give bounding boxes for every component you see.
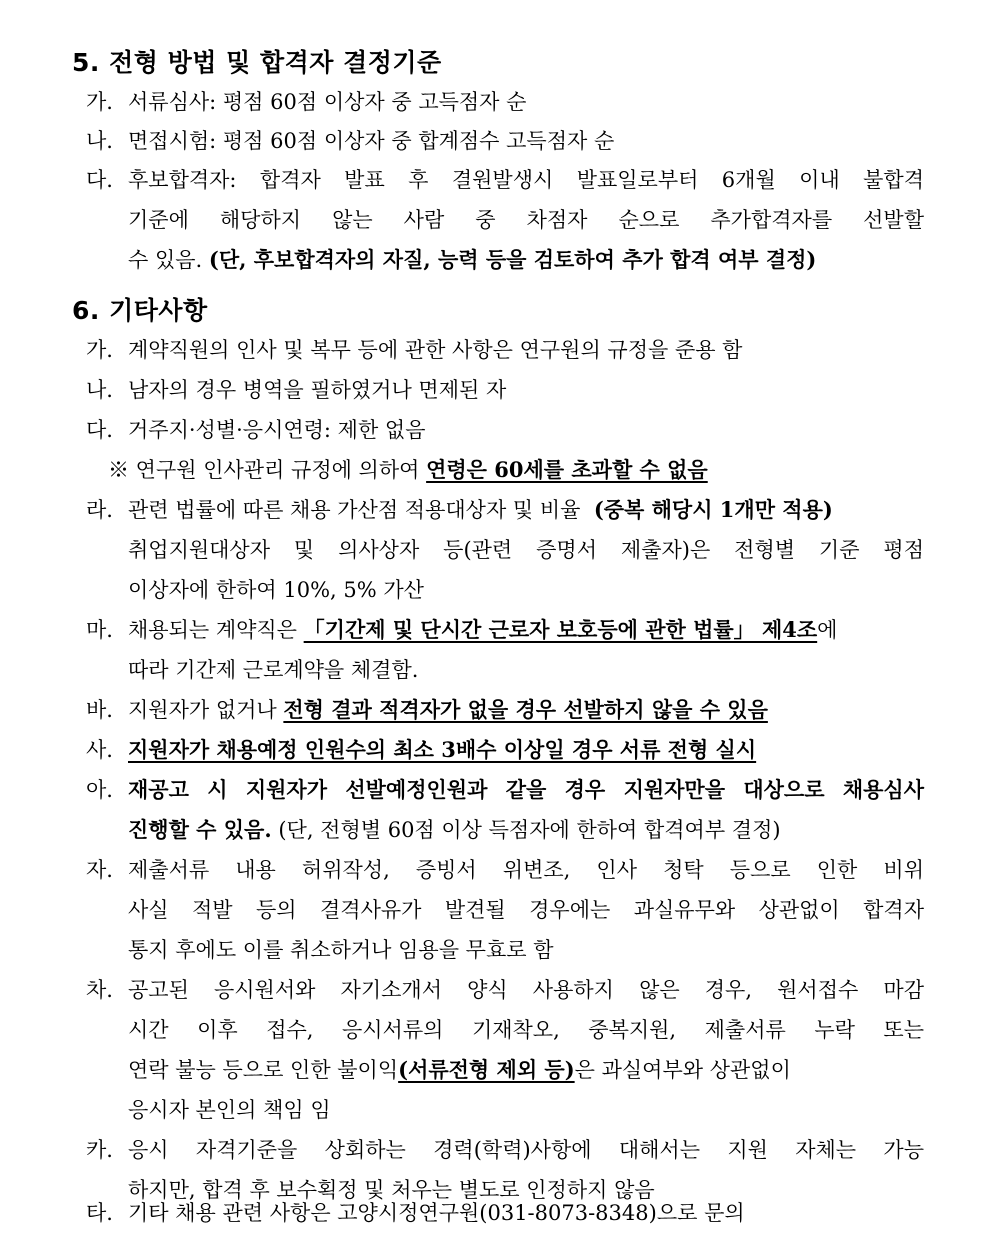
item-text-cont: 이상자에 한하여 10%, 5% 가산 (128, 578, 424, 602)
item-text-cont: 사실 적발 등의 결격사유가 발견될 경우에는 과실유무와 상관없이 합격자 (128, 898, 924, 922)
item-emph: (단, 후보합격자의 자질, 능력 등을 검토하여 추가 합격 여부 결정) (208, 247, 817, 272)
note-emph: 연령은 60세를 초과할 수 없음 (426, 457, 708, 482)
item-text-cont (86, 1050, 924, 1090)
s6-item-na (86, 370, 924, 410)
item-text: 후보합격자: 합격자 발표 후 결원발생시 발표일로부터 6개월 이내 불합격 (128, 168, 924, 192)
s6-item-ma (86, 610, 924, 690)
item-text-cont (86, 810, 924, 850)
s6-item-sa (86, 730, 924, 770)
item-label: 나. (86, 129, 113, 153)
item-text: 채용되는 계약직은 (128, 618, 297, 642)
section5-heading: 5. 전형 방법 및 합격자 결정기준 (72, 48, 442, 77)
item-emph: (중복 해당시 1개만 적용) (593, 497, 833, 522)
item-text: 공고된 응시원서와 자기소개서 양식 사용하지 않은 경우, 원서접수 마감 (128, 978, 924, 1002)
item-label: 아. (86, 778, 113, 802)
item-text-cont (86, 240, 924, 280)
item-label: 바. (86, 698, 113, 722)
item-emph: 「기간제 및 단시간 근로자 보호등에 관한 법률」 제4조 (303, 617, 818, 642)
s5-item-na (86, 121, 924, 161)
item-text: 은 과실여부와 상관없이 (574, 1058, 791, 1082)
section6-heading: 6. 기타사항 (72, 296, 208, 325)
item-emph: 전형 결과 적격자가 없을 경우 선발하지 않을 수 있음 (283, 697, 768, 722)
item-emph: 지원자가 채용예정 인원수의 최소 3배수 이상일 경우 서류 전형 실시 (128, 737, 757, 762)
item-label: 타. (86, 1201, 113, 1225)
item-text: 제출서류 내용 허위작성, 증빙서 위변조, 인사 청탁 등으로 인한 비위 (128, 858, 924, 882)
item-text: 수 있음. (128, 248, 203, 272)
s5-item-da (86, 160, 924, 280)
item-text: 기타 채용 관련 사항은 고양시정연구원(031-8073-8348)으로 문의 (128, 1201, 745, 1225)
item-text-cont: 통지 후에도 이를 취소하거나 임용을 무효로 함 (128, 938, 554, 962)
item-label: 카. (86, 1138, 113, 1162)
item-label: 다. (86, 418, 113, 442)
item-emph: (서류전형 제외 등) (398, 1057, 575, 1082)
item-label: 마. (86, 618, 113, 642)
item-label: 가. (86, 90, 113, 114)
item-label: 가. (86, 338, 113, 362)
item-text: 면접시험: 평점 60점 이상자 중 합계점수 고득점자 순 (128, 129, 615, 153)
item-text-cont: 취업지원대상자 및 의사상자 등(관련 증명서 제출자)은 전형별 기준 평점 (128, 538, 924, 562)
item-text: 응시 자격기준을 상회하는 경력(학력)사항에 대해서는 지원 자체는 가능 (128, 1138, 924, 1162)
item-text: 연락 불능 등으로 인한 불이익 (128, 1058, 399, 1082)
item-text-cont: 시간 이후 접수, 응시서류의 기재착오, 중복지원, 제출서류 누락 또는 (128, 1018, 924, 1042)
item-text-cont: 하지만, 합격 후 보수획정 및 처우는 별도로 인정하지 않음 (128, 1178, 655, 1202)
item-text: (단, 전형별 60점 이상 득점자에 한하여 합격여부 결정) (278, 818, 781, 842)
item-text: 지원자가 없거나 (128, 698, 277, 722)
item-label: 자. (86, 858, 113, 882)
note-text: ※ 연구원 인사관리 규정에 의하여 (108, 458, 420, 482)
item-text: 계약직원의 인사 및 복무 등에 관한 사항은 연구원의 규정을 준용 함 (128, 338, 743, 362)
item-text: 에 (817, 618, 838, 642)
s6-item-ta (86, 1193, 924, 1233)
item-label: 라. (86, 498, 113, 522)
s6-item-ba (86, 690, 924, 730)
item-label: 다. (86, 168, 113, 192)
item-text: 서류심사: 평점 60점 이상자 중 고득점자 순 (128, 90, 527, 114)
item-text: 거주지·성별·응시연령: 제한 없음 (128, 418, 426, 442)
item-emph: 진행할 수 있음. (128, 817, 272, 842)
item-label: 나. (86, 378, 113, 402)
s6-item-da (86, 410, 924, 450)
item-text: 관련 법률에 따른 채용 가산점 적용대상자 및 비율 (128, 498, 581, 522)
s5-item-ga (86, 82, 924, 122)
item-label: 차. (86, 978, 113, 1002)
item-text-cont: 따라 기간제 근로계약을 체결함. (128, 658, 419, 682)
s6-item-aa (86, 770, 924, 850)
item-label: 사. (86, 738, 113, 762)
item-text-cont: 응시자 본인의 책임 임 (128, 1098, 331, 1122)
s6-item-cha (86, 970, 924, 1130)
item-emph: 재공고 시 지원자가 선발예정인원과 같을 경우 지원자만을 대상으로 채용심사 (128, 777, 924, 802)
s6-item-ga (86, 330, 924, 370)
item-text-cont: 기준에 해당하지 않는 사람 중 차점자 순으로 추가합격자를 선발할 (128, 208, 924, 232)
s6-item-ra (86, 490, 924, 610)
s6-item-ja (86, 850, 924, 970)
item-text: 남자의 경우 병역을 필하였거나 면제된 자 (128, 378, 507, 402)
age-note (108, 450, 708, 490)
